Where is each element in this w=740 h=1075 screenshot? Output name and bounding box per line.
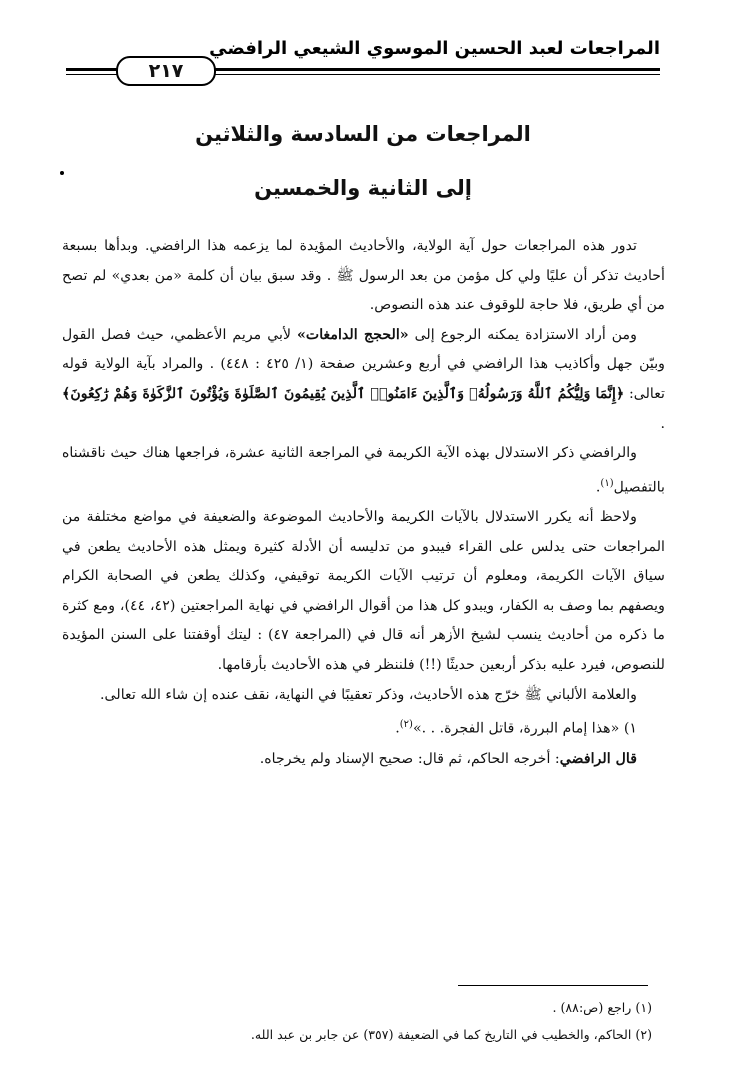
footnote-1: (١) راجع (ص:٨٨) .: [552, 1000, 652, 1015]
footnote-ref-1[interactable]: (١): [600, 477, 614, 489]
quran-verse: ﴿إِنَّمَا وَلِيُّكُمُ ٱللَّهُ وَرَسُولُهُۥ وَٱلَّذِينَ ءَامَنُوا۟ ٱلَّذِينَ يُقِيمُونَ ٱلصَّلَوٰةَ وَيُؤْتُونَ ٱلزَّكَوٰةَ وَهُمْ رَٰكِعُونَ﴾: [62, 385, 625, 402]
paragraph-1: تدور هذه المراجعات حول آية الولاية، والأحاديث المؤيدة لما يزعمه هذا الرافضي. وبدأها بسبعة أحاديث تذكر أن عليًا ولي كل مؤمن من بعد الرسول ﷺ . وقد سبق بيان أن كلمة «من بعدي» لم تصح من أي طريق، فلا حاجة للوقوف عند هذه النصوص.: [62, 238, 665, 314]
paragraph-2: [62, 321, 665, 439]
paragraph-6: [62, 710, 665, 744]
paragraph-3: [62, 439, 665, 503]
footnote-ref-2[interactable]: (٢): [399, 719, 413, 731]
paragraph-7-text: : أخرجه الحاكم، ثم قال: صحيح الإسناد ولم يخرجاه.: [259, 750, 560, 767]
footnotes: [62, 994, 652, 1048]
footnote-2: (٢) الحاكم، والخطيب في التاريخ كما في الضعيفة (٣٥٧) عن جابر بن عبد الله.: [250, 1027, 652, 1042]
page-number: ٢١٧: [116, 56, 216, 86]
chapter-title-line1: المراجعات من السادسة والثلاثين: [195, 122, 531, 146]
paragraph-5: والعلامة الألباني ﷺ خرّج هذه الأحاديث، وذكر تعقيبًا في النهاية، نقف عنده إن شاء الله تعالى.: [100, 686, 637, 703]
paragraph-6-end: .: [395, 720, 400, 737]
paragraph-3-text: والرافضي ذكر الاستدلال بهذه الآية الكريمة في المراجعة الثانية عشرة، فراجعها هناك حيث ناقشناه بالتفصيل: [62, 445, 665, 496]
paragraph-3-end: .: [595, 479, 601, 496]
paragraph-4: ولاحظ أنه يكرر الاستدلال بالآيات الكريمة والأحاديث الموضوعة والضعيفة في مواضع مختلفة من المراجعات حتى يدلس على القراء فيبدو من تدليسه أن الأدلة كثيرة ويمثل هذه الأحاديث يطعن في سياق الآيات الكريمة، ومعلوم أن ترتيب الآيات الكريمة توقيفي، وكذلك يطعن في الصحابة الكرام ويصفهم بما وصف به الكفار، ويبدو كل هذا من أقوال الرافضي في نهاية المراجعتين (٤٢، ٤٤)، ومع كثرة ما ذكره من أحاديث ينسب لشيخ الأزهر أنه قال في (المراجعة ٤٧) : ليتك أوقفتنا على السنن المؤيدة للنصوص، فيرد عليه بذكر أربعين حديثًا (!!) فلننظر في هذه الأحاديث بأرقامها.: [62, 509, 665, 674]
paragraph-2-part-c: .: [660, 415, 665, 432]
paragraph-2-part-a: ومن أراد الاستزادة يمكنه الرجوع إلى: [408, 326, 637, 343]
body-text: [62, 232, 665, 774]
paragraph-7: [62, 745, 665, 775]
footnote-divider: [458, 985, 648, 986]
running-title: المراجعات لعبد الحسين الموسوي الشيعي الرافضي: [209, 38, 660, 59]
chapter-title-line2: إلى الثانية والخمسين: [254, 176, 472, 200]
paragraph-2-part-b: لأبي مريم الأعظمي، حيث فصل القول وبيّن جهل وأكاذيب هذا الرافضي في أربع وعشرين صفحة (١/ ٤٢٥ : ٤٤٨) . والمراد بآية الولاية قوله تعالى:: [62, 326, 666, 402]
rafidi-label: قال الرافضي: [559, 750, 637, 767]
book-title: «الحجج الدامغات»: [297, 326, 409, 343]
hadith-1: ١) «هذا إمام البررة، قاتل الفجرة. . .»: [412, 720, 637, 737]
ink-dot: [60, 171, 64, 175]
page-header: [66, 34, 660, 82]
